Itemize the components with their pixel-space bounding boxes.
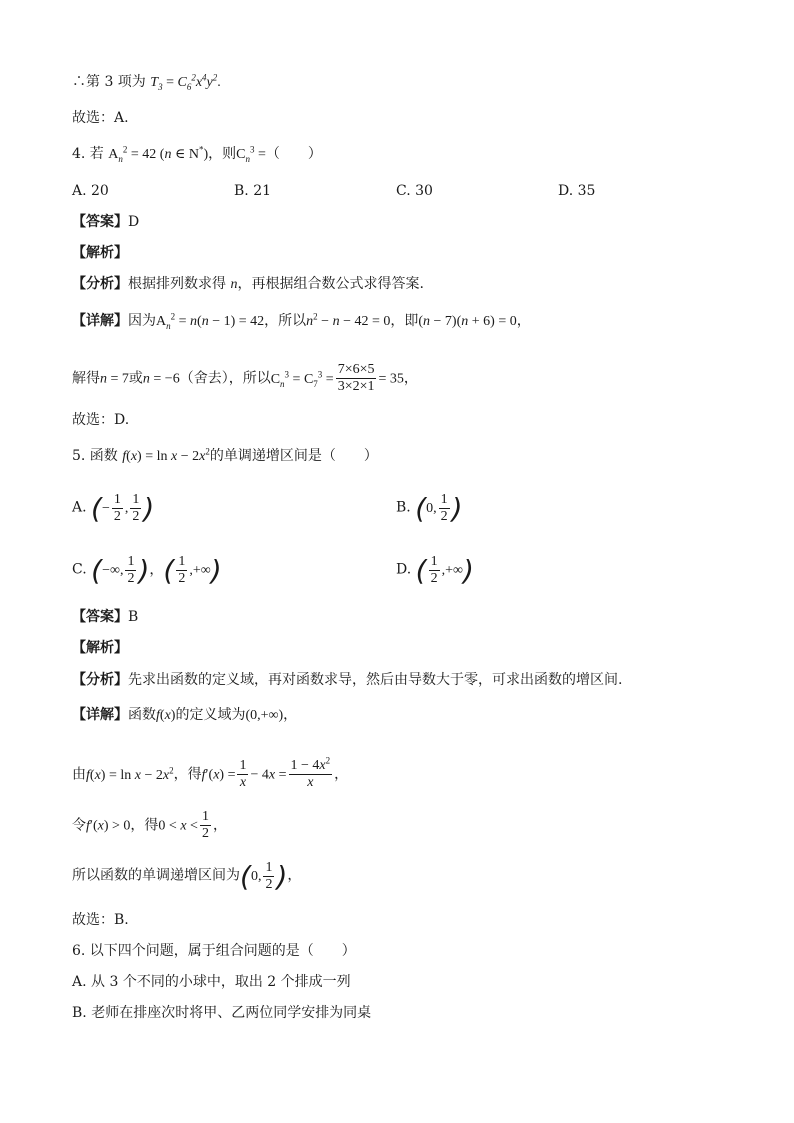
term-prefix: ∴第 3 项为 bbox=[72, 74, 146, 90]
formula-derivative-positive: f′(x) > 0 bbox=[86, 818, 131, 834]
previous-answer: 故选：A. bbox=[72, 110, 129, 126]
q4-answer: D bbox=[128, 214, 140, 230]
q4-detail-1: 因为 bbox=[128, 313, 156, 329]
fraction-comb: $\frac{7\times 6\times 5}{3\times 2\times 1}$ bbox=[337, 362, 375, 394]
q4-option-d: D. 35 bbox=[558, 183, 596, 199]
q4-blank: （ ） bbox=[265, 146, 322, 162]
formula-comb: $C_n^3 = C_7^3$ = bbox=[270, 368, 334, 389]
q5-suffix: 的单调递增区间是（ ） bbox=[209, 448, 378, 464]
jiexi-tag: 【解析】 bbox=[72, 245, 128, 261]
q5-let-2: ，得 bbox=[130, 817, 159, 834]
q4-solve-3: （舍去），所以 bbox=[179, 370, 271, 387]
q5-opt-a-interval: (− $\frac{1}{2}$ , $\frac{1}{2}$ ) bbox=[91, 491, 155, 525]
q5-option-c bbox=[72, 554, 222, 587]
q5-from-1: 由 bbox=[72, 766, 86, 783]
q5-from-3: ， bbox=[334, 766, 349, 783]
detail-tag: 【详解】 bbox=[72, 707, 128, 723]
q5-prefix: 5. 函数 bbox=[72, 448, 118, 464]
q5-so-2: ， bbox=[287, 867, 302, 884]
detail-tag: 【详解】 bbox=[72, 313, 128, 329]
answer-tag: 【答案】 bbox=[72, 214, 128, 230]
q4-analysis-text: 根据排列数求得 bbox=[128, 276, 226, 292]
jiexi-tag: 【解析】 bbox=[72, 640, 128, 656]
q4-detail-2: ，所以 bbox=[264, 313, 307, 329]
fraction-half: $\frac{1}{2}$ bbox=[201, 809, 209, 841]
q4-option-a: A. 20 bbox=[72, 183, 109, 199]
q5-so-1: 所以函数的单调递增区间为 bbox=[72, 867, 240, 884]
root-1: n = 7 bbox=[100, 371, 129, 387]
q5-from-2: ，得 bbox=[173, 766, 202, 783]
q4-stem bbox=[72, 144, 322, 165]
q5-let bbox=[72, 809, 227, 842]
q4-target: $C_n^3$ = bbox=[236, 144, 266, 164]
var-n: n bbox=[230, 277, 238, 292]
q5-detail bbox=[72, 705, 297, 726]
q5-option-d bbox=[396, 554, 474, 587]
q5-detail-2: 的定义域为 bbox=[175, 707, 246, 723]
q4-condition: $A_n^2 = 42$ (n ∈ N*) bbox=[108, 144, 209, 164]
q5-stem bbox=[72, 446, 378, 467]
analysis-tag: 【分析】 bbox=[72, 672, 128, 688]
formula-quadratic: $n^2 - n - 42 = 0$ bbox=[306, 311, 391, 329]
q4-jiexi bbox=[72, 243, 128, 263]
formula-perm: $A_n^2 = n(n - 1) = 42$ bbox=[156, 311, 265, 331]
q5-choose: 故选：B. bbox=[72, 912, 129, 928]
q5-analysis bbox=[72, 670, 622, 690]
q5-option-b bbox=[396, 492, 463, 525]
domain-interval: (0,+∞) bbox=[245, 708, 284, 723]
q4-solve: 解得n = 7或n = −6（舍去），所以$C_n^3 = C_7^3$ = $\frac{7\times 6\times 5}{3\times 2\times 1}$ = 35， bbox=[72, 362, 418, 394]
formula-factored: (n − 7)(n + 6) = 0 bbox=[418, 314, 517, 329]
q5-answer: B bbox=[128, 609, 139, 625]
q4-detail bbox=[72, 311, 531, 332]
analysis-tag: 【分析】 bbox=[72, 276, 128, 292]
q4-prefix: 4. 若 bbox=[72, 146, 104, 162]
q5-opt-c-interval: (−∞, $\frac{1}{2}$ )，( $\frac{1}{2}$ ,+∞) bbox=[91, 553, 222, 587]
q5-let-3: ， bbox=[212, 817, 227, 834]
q4-option-b: B. 21 bbox=[234, 183, 272, 199]
q5-detail-1: 函数 bbox=[128, 707, 156, 723]
q5-option-a bbox=[72, 492, 154, 525]
q5-detail-3: ， bbox=[283, 707, 298, 723]
answer-tag: 【答案】 bbox=[72, 609, 128, 625]
q5-opt-b-interval: (0, $\frac{1}{2}$ ) bbox=[415, 491, 463, 525]
q4-analysis bbox=[72, 274, 424, 295]
q5-opt-d-interval: ( $\frac{1}{2}$ ,+∞) bbox=[415, 553, 474, 587]
formula-term: $T_3 = C_6^2x^4y^2$ bbox=[150, 72, 218, 92]
q5-analysis-text: 先求出函数的定义域，再对函数求导，然后由导数大于零，可求出函数的增区间. bbox=[128, 672, 623, 688]
fraction-derivative: $\frac{1 - 4x^2}{x}$ bbox=[290, 755, 331, 790]
q5-let-1: 令 bbox=[72, 817, 86, 834]
q6-option-b: B. 老师在排座次时将甲、乙两位同学安排为同桌 bbox=[72, 1005, 372, 1021]
q6-stem: 6. 以下四个问题，属于组合问题的是（ ） bbox=[72, 943, 356, 959]
q5-opt-a-label: A. bbox=[72, 499, 87, 516]
q5-answer-line bbox=[72, 607, 138, 627]
q5-derivative: 由$f(x) = \ln x - 2x^2$，得f′(x) = $\frac{1}{x}$ − 4x = $\frac{1 - 4x^2}{x}$ ， bbox=[72, 755, 349, 790]
q4-analysis-tail: ，再根据组合数公式求得答案. bbox=[237, 276, 424, 292]
q4-choose: 故选：D. bbox=[72, 412, 130, 428]
q4-answer-line bbox=[72, 212, 139, 232]
q5-opt-d-label: D. bbox=[396, 561, 412, 578]
previous-term-line: ∴第 3 项为 $T_3 = C_6^2x^4y^2$. bbox=[72, 72, 221, 92]
formula-fx: $f(x) = \ln x - 2x^2$ bbox=[122, 446, 210, 464]
q5-so bbox=[72, 860, 301, 893]
q5-opt-c-label: C. bbox=[72, 561, 87, 578]
formula-derivative: f′(x) = bbox=[201, 767, 236, 783]
q4-solve-2: 或 bbox=[128, 370, 143, 387]
q5-jiexi bbox=[72, 638, 128, 658]
root-2: n = −6 bbox=[142, 371, 180, 387]
formula-fx-short: f(x) bbox=[156, 708, 176, 723]
result-interval: (0, $\frac{1}{2}$ ) bbox=[240, 859, 288, 893]
q5-opt-b-label: B. bbox=[396, 499, 411, 516]
q4-detail-3: ，即 bbox=[390, 313, 419, 329]
formula-fx-again: $f(x) = \ln x - 2x^2$ bbox=[86, 764, 174, 783]
q6-option-a: A. 从 3 个不同的小球中，取出 2 个排成一列 bbox=[72, 974, 351, 990]
q4-detail-4: ， bbox=[516, 313, 531, 329]
q4-solve-1: 解得 bbox=[72, 370, 100, 387]
q4-solve-4: ， bbox=[403, 370, 418, 387]
q4-mid: ，则 bbox=[208, 146, 237, 162]
q4-option-c: C. 30 bbox=[396, 183, 433, 199]
formula-range: 0 < x < bbox=[158, 818, 198, 834]
fraction-1-over-x: $\frac{1}{x}$ bbox=[239, 758, 247, 790]
